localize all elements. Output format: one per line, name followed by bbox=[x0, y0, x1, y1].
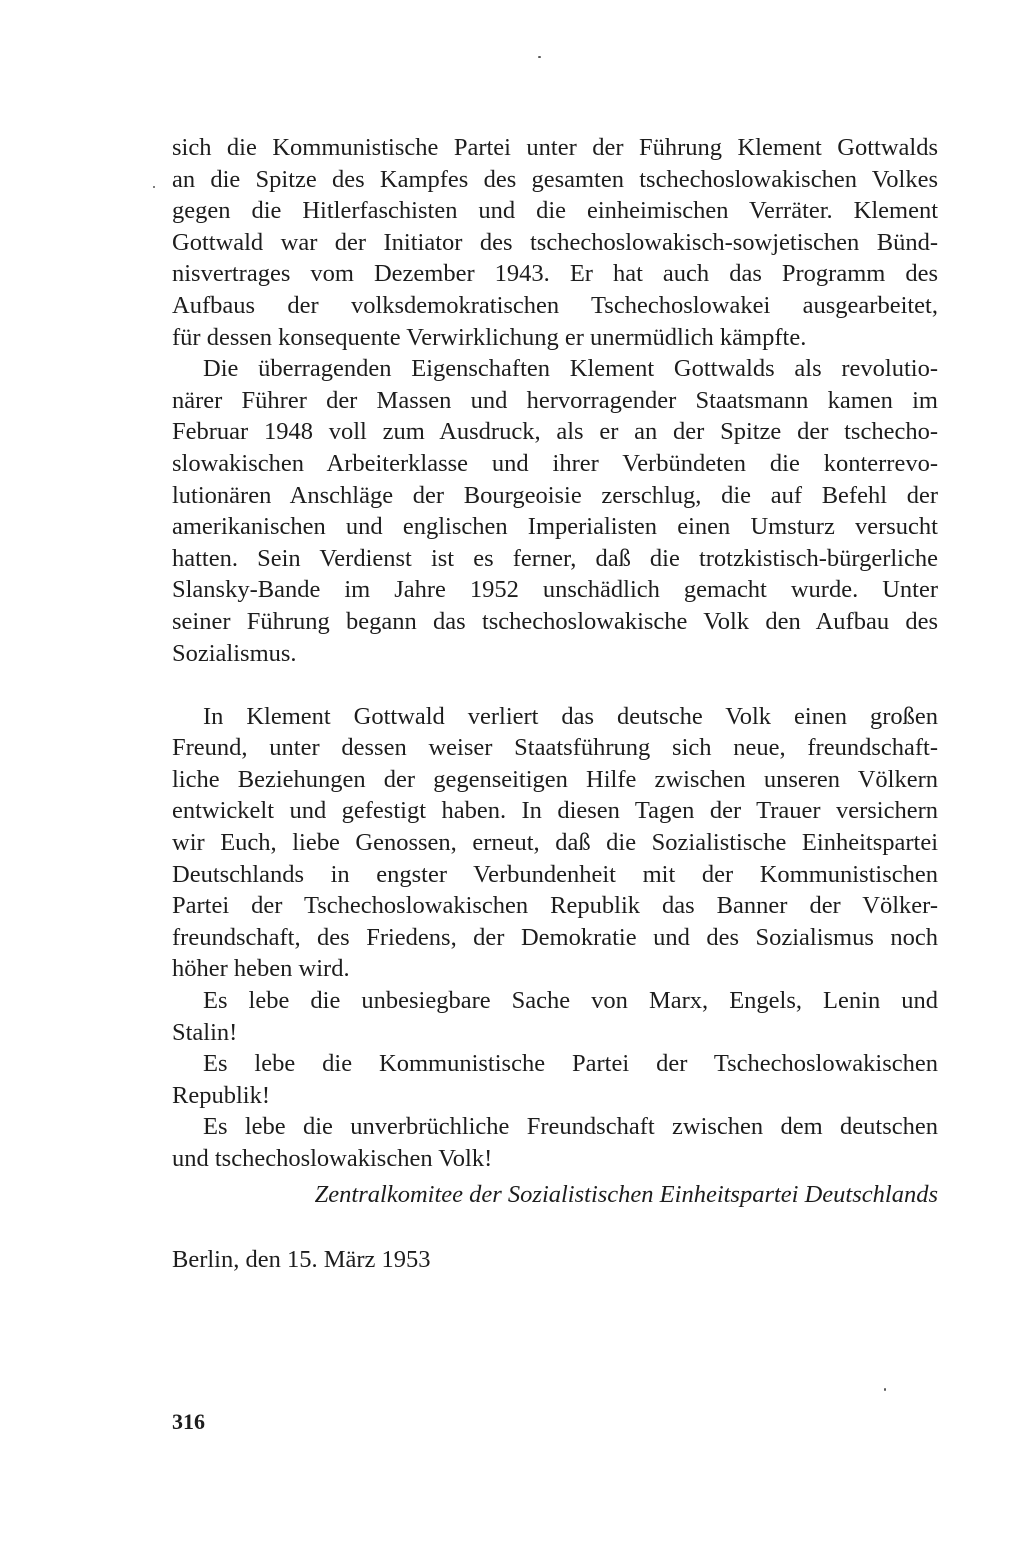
text-line: Die überragenden Eigenschaften Klement Gottwalds als revolutio- bbox=[203, 355, 938, 383]
text-line: höher heben wird. bbox=[172, 955, 350, 983]
text-line: Es lebe die unbesiegbare Sache von Marx, Engels, Lenin und bbox=[203, 987, 938, 1015]
text-line: entwickelt und gefestigt haben. In diesen Tagen der Trauer versichern bbox=[172, 797, 938, 825]
text-line: freundschaft, des Friedens, der Demokratie und des Sozialismus noch bbox=[172, 923, 938, 951]
text-line: In Klement Gottwald verliert das deutsche Volk einen großen bbox=[203, 702, 938, 730]
text-line: Deutschlands in engster Verbundenheit mit der Kommunistischen bbox=[172, 860, 938, 888]
text-line: Februar 1948 voll zum Ausdruck, als er an der Spitze der tschecho- bbox=[172, 418, 938, 446]
text-line: Es lebe die Kommunistische Partei der Tschechoslowakischen bbox=[203, 1050, 938, 1078]
paragraph-4 bbox=[172, 985, 938, 1048]
paragraph-5 bbox=[172, 1048, 938, 1111]
text-line: slowakischen Arbeiterklasse und ihrer Verbündeten die konterrevo- bbox=[172, 449, 938, 477]
paragraph-3 bbox=[172, 701, 938, 985]
signature: Zentralkomitee der Sozialistischen Einheitspartei Deutschlands bbox=[314, 1181, 938, 1208]
document-page bbox=[172, 132, 938, 1273]
text-line: Freund, unter dessen weiser Staatsführung sich neue, freundschaft- bbox=[172, 734, 938, 762]
text-line: Sozialismus. bbox=[172, 639, 297, 667]
scan-speck bbox=[884, 1388, 886, 1391]
text-line: Gottwald war der Initiator des tschechoslowakisch-sowjetischen Bünd- bbox=[172, 228, 938, 256]
text-line: Stalin! bbox=[172, 1018, 238, 1046]
text-line: an die Spitze des Kampfes des gesamten tschechoslowakischen Volkes bbox=[172, 165, 938, 193]
text-line: und tschechoslowakischen Volk! bbox=[172, 1145, 493, 1172]
text-line: nisvertrages vom Dezember 1943. Er hat auch das Programm des bbox=[172, 260, 938, 288]
text-line: liche Beziehungen der gegenseitigen Hilfe zwischen unseren Völkern bbox=[172, 765, 938, 793]
scan-speck bbox=[538, 56, 541, 58]
text-line bbox=[172, 669, 938, 701]
text-line: wir Euch, liebe Genossen, erneut, daß die Sozialistische Einheitspartei bbox=[172, 829, 938, 857]
scan-speck bbox=[153, 186, 155, 188]
text-line: gegen die Hitlerfaschisten und die einheimischen Verräter. Klement bbox=[172, 197, 938, 225]
text-line: lutionären Anschläge der Bourgeoisie zerschlug, die auf Befehl der bbox=[172, 481, 938, 509]
text-line: hatten. Sein Verdienst ist es ferner, daß die trotzkistisch-bürgerliche bbox=[172, 544, 938, 572]
paragraph-1 bbox=[172, 132, 938, 353]
text-line: Slansky-Bande im Jahre 1952 unschädlich gemacht wurde. Unter bbox=[172, 576, 938, 604]
paragraph-2 bbox=[172, 353, 938, 701]
text-line: närer Führer der Massen und hervorragender Staatsmann kamen im bbox=[172, 386, 938, 414]
text-line: seiner Führung begann das tschechoslowakische Volk den Aufbau des bbox=[172, 607, 938, 635]
paragraph-6 bbox=[172, 1111, 938, 1174]
date-line: Berlin, den 15. März 1953 bbox=[172, 1246, 431, 1273]
text-line: Partei der Tschechoslowakischen Republik das Banner der Völker- bbox=[172, 892, 938, 920]
page-number: 316 bbox=[172, 1409, 205, 1434]
text-line: sich die Kommunistische Partei unter der Führung Klement Gottwalds bbox=[172, 134, 938, 161]
text-line: Republik! bbox=[172, 1081, 270, 1109]
text-line: amerikanischen und englischen Imperialisten einen Umsturz versucht bbox=[172, 513, 938, 541]
text-line: Es lebe die unverbrüchliche Freundschaft zwischen dem deutschen bbox=[203, 1113, 938, 1141]
text-line: für dessen konsequente Verwirklichung er unermüdlich kämpfte. bbox=[172, 323, 807, 351]
text-line: Aufbaus der volksdemokratischen Tschechoslowakei ausgearbeitet, bbox=[172, 291, 938, 319]
